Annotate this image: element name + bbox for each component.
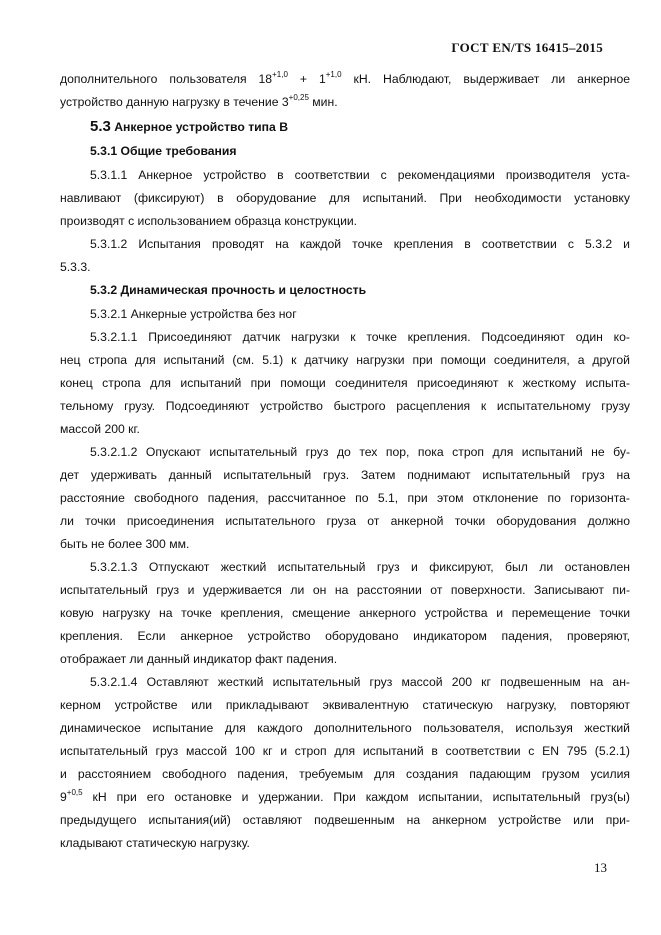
subsection-heading: 5.3.1 Общие требования (90, 144, 237, 158)
text-line: 5.3.2.1.3 Отпускают жесткий испытательный груз и фиксируют, был ли остановлен (90, 560, 630, 574)
text-line: производят с использованием образца конструкции. (60, 214, 358, 228)
subsection-heading: 5.3.2 Динамическая прочность и целостность (90, 283, 367, 297)
subsubsection-heading: 5.3.2.1 Анкерные устройства без ног (90, 307, 297, 321)
text-line: тельному грузу. Подсоединяют устройство быстрого расцепления к испытательному грузу (60, 399, 630, 413)
document-header: ГОСТ EN/TS 16415–2015 (451, 40, 603, 55)
text-line: 5.3.2.1.1 Присоединяют датчик нагрузки к точке крепления. Подсоединяют один ко- (90, 330, 630, 344)
text-line: кладывают статическую нагрузку. (60, 836, 250, 850)
section-heading: 5.3 Анкерное устройство типа B (90, 118, 289, 135)
text-line: дет удерживать данный испытательный груз. Затем поднимают испытательный груз на (60, 468, 630, 482)
text-line: $9^{+0,5}$ кН при его остановке и удержании. При каждом испытании, испытательный груз(ы) (60, 788, 630, 804)
text-line: ковую нагрузку на точке крепления, смещение анкерного устройства и перемещение точки (60, 606, 630, 620)
text-line: ли точки присоединения испытательного груза от анкерной точки оборудования должно (60, 514, 630, 528)
text-line: крепления. Если анкерное устройство оборудовано индикатором падения, проверяют, (60, 629, 630, 643)
text-line: конец стропа для испытаний при помощи соединителя присоединяют к жесткому испыта- (60, 376, 630, 390)
text-line: быть не более 300 мм. (60, 537, 190, 551)
text-line: устройство данную нагрузку в течение $3^{+0,25}$ мин. (60, 93, 338, 109)
text-line: отображает ли данный индикатор факт падения. (60, 652, 338, 666)
text-line: нец стропа для испытаний (см. 5.1) к датчику нагрузки при помощи соединителя, а другой (60, 353, 630, 367)
text-line: динамическое испытание для каждого дополнительного пользователя, используя жесткий (60, 721, 630, 735)
text-line: дополнительного пользователя $18^{+1,0} + 1^{+1,0}$ кН. Наблюдают, выдерживает ли анкерное (60, 70, 631, 86)
text-line: навливают (фиксируют) в оборудование для испытаний. При необходимости установку (60, 191, 630, 205)
text-line: 5.3.3. (60, 260, 91, 274)
text-line: и расстоянием свободного падения, требуемым для создания падающим грузом усилия (60, 767, 630, 781)
text-line: предыдущего испытания(ий) оставляют подвешенным на анкерном устройстве или при- (60, 813, 630, 827)
text-line: 5.3.1.1 Анкерное устройство в соответствии с рекомендациями производителя уста- (90, 168, 630, 182)
text-line: керном устройстве или прикладывают эквивалентную статическую нагрузку, повторяют (60, 698, 630, 712)
page-number: 13 (594, 860, 607, 875)
text-line: 5.3.2.1.2 Опускают испытательный груз до тех пор, пока строп для испытаний не бу- (90, 445, 630, 459)
text-line: массой 200 кг. (60, 422, 140, 436)
text-line: испытательный груз массой 100 кг и строп для испытаний в соответствии с EN 795 (5.2.1) (60, 744, 630, 758)
text-line: испытательный груз и удерживается ли он на расстоянии от поверхности. Записывают пи- (60, 583, 630, 597)
text-line: 5.3.1.2 Испытания проводят на каждой точке крепления в соответствии с 5.3.2 и (90, 237, 630, 251)
text-line: 5.3.2.1.4 Оставляют жесткий испытательный груз массой 200 кг подвешенным на ан- (90, 675, 630, 689)
text-line: расстояние свободного падения, рассчитанное по 5.1, при этом отклонение по горизонта- (60, 491, 630, 505)
